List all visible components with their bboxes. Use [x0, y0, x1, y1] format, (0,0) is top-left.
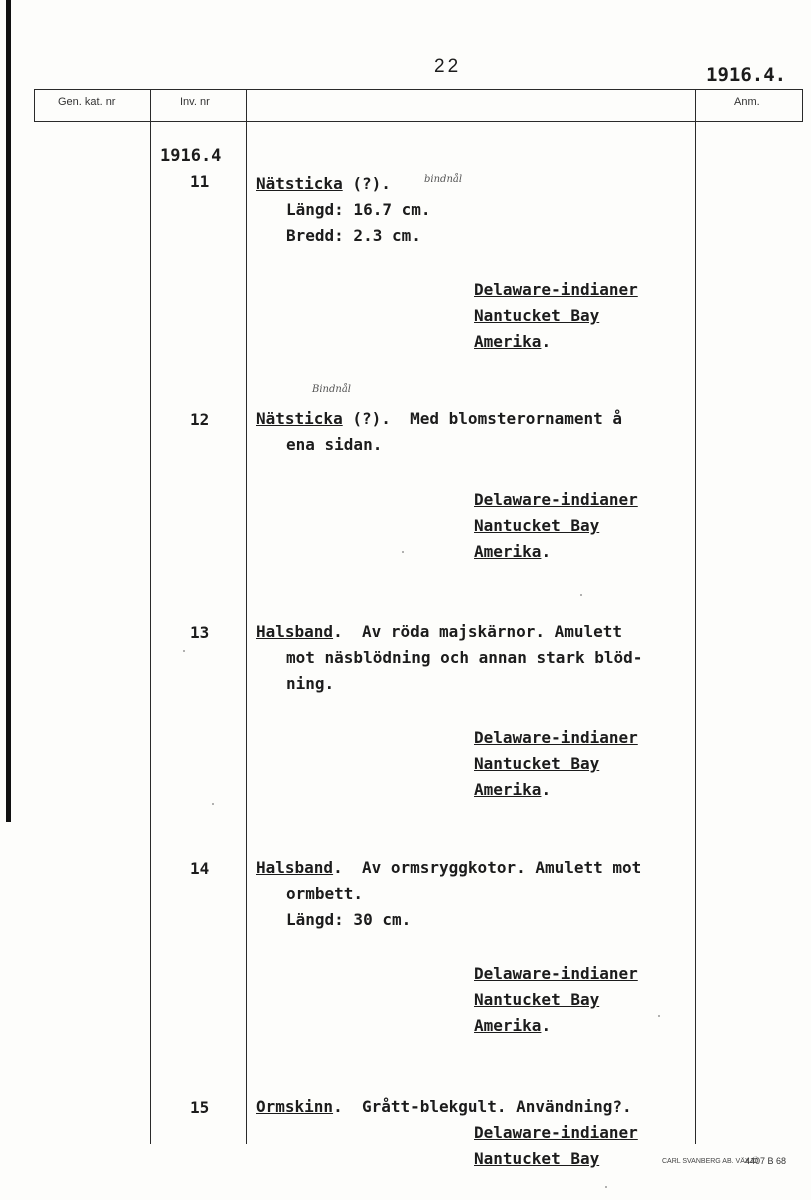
origin-continent: Amerika — [474, 1016, 542, 1035]
inv-number: 12 — [190, 410, 210, 429]
scan-speck — [212, 803, 214, 805]
entry-text: (?). — [342, 174, 391, 193]
origin-place: Nantucket Bay — [474, 306, 600, 325]
column-divider-desc-anm — [695, 89, 696, 1144]
inv-number: 14 — [190, 859, 210, 878]
origin-people: Delaware-indianer — [474, 964, 638, 983]
column-header-anm: Anm. — [734, 96, 760, 108]
origin-continent: Amerika — [474, 780, 542, 799]
origin-dot: . — [541, 1016, 552, 1035]
entry-heading — [256, 1094, 632, 1120]
origin-people: Delaware-indianer — [474, 490, 638, 509]
column-border-left — [34, 89, 35, 122]
entry-detail-line: Längd: 16.7 cm. — [286, 200, 431, 219]
object-name: Halsband — [256, 622, 334, 641]
column-border-right — [802, 89, 803, 122]
entry-detail-line: mot näsblödning och annan stark blöd- — [286, 648, 643, 667]
entry-text: . Grått-blekgult. Användning?. — [333, 1097, 632, 1116]
group-year: 1916.4 — [160, 146, 222, 166]
entry-heading — [256, 855, 641, 881]
origin-block — [474, 1120, 638, 1172]
binder-edge — [6, 0, 11, 822]
origin-people: Delaware-indianer — [474, 280, 638, 299]
scan-speck — [580, 594, 582, 596]
origin-place: Nantucket Bay — [474, 1149, 600, 1168]
form-code: 4407 B 68 — [745, 1156, 787, 1166]
entry-detail-line: ormbett. — [286, 884, 364, 903]
scan-speck — [605, 1186, 607, 1188]
scan-speck — [183, 650, 185, 652]
entry-detail-line: ena sidan. — [286, 435, 383, 454]
entry-detail-line: Bredd: 2.3 cm. — [286, 226, 421, 245]
object-name: Nätsticka — [256, 174, 343, 193]
handwritten-note: bindnål — [424, 174, 463, 185]
origin-place: Nantucket Bay — [474, 754, 600, 773]
inv-number: 13 — [190, 623, 210, 642]
object-name: Halsband — [256, 858, 334, 877]
origin-dot: . — [541, 332, 552, 351]
origin-continent: Amerika — [474, 542, 542, 561]
scan-speck — [658, 1015, 660, 1017]
origin-block — [474, 487, 638, 565]
origin-people: Delaware-indianer — [474, 1123, 638, 1142]
origin-dot: . — [541, 542, 552, 561]
printer-imprint: CARL SVANBERG AB. VÄXJÖ — [662, 1158, 759, 1165]
handwritten-note: Bindnål — [312, 384, 351, 395]
origin-block — [474, 961, 638, 1039]
origin-continent: Amerika — [474, 332, 542, 351]
column-header-gen-kat: Gen. kat. nr — [58, 96, 116, 108]
scan-speck — [402, 551, 404, 553]
entry-text: . Av ormsryggkotor. Amulett mot — [333, 858, 642, 877]
entry-heading — [256, 406, 622, 432]
origin-block — [474, 725, 638, 803]
column-divider-gen-inv — [150, 89, 151, 1144]
entry-text: . Av röda majskärnor. Amulett — [333, 622, 623, 641]
entry-detail-line: ning. — [286, 674, 335, 693]
entry-text: (?). Med blomsterornament å — [342, 409, 623, 428]
header-year: 1916.4. — [706, 64, 787, 86]
inv-number: 11 — [190, 172, 210, 191]
origin-place: Nantucket Bay — [474, 990, 600, 1009]
column-divider-inv-desc — [246, 89, 247, 1144]
object-name: Ormskinn — [256, 1097, 334, 1116]
origin-place: Nantucket Bay — [474, 516, 600, 535]
inv-number: 15 — [190, 1098, 210, 1117]
entry-heading — [256, 619, 622, 645]
entry-detail-line: Längd: 30 cm. — [286, 910, 412, 929]
entry-heading — [256, 171, 391, 197]
object-name: Nätsticka — [256, 409, 343, 428]
column-header-inv: Inv. nr — [180, 96, 210, 108]
origin-dot: . — [541, 780, 552, 799]
page-number: 22 — [434, 56, 462, 77]
origin-people: Delaware-indianer — [474, 728, 638, 747]
origin-block — [474, 277, 638, 355]
